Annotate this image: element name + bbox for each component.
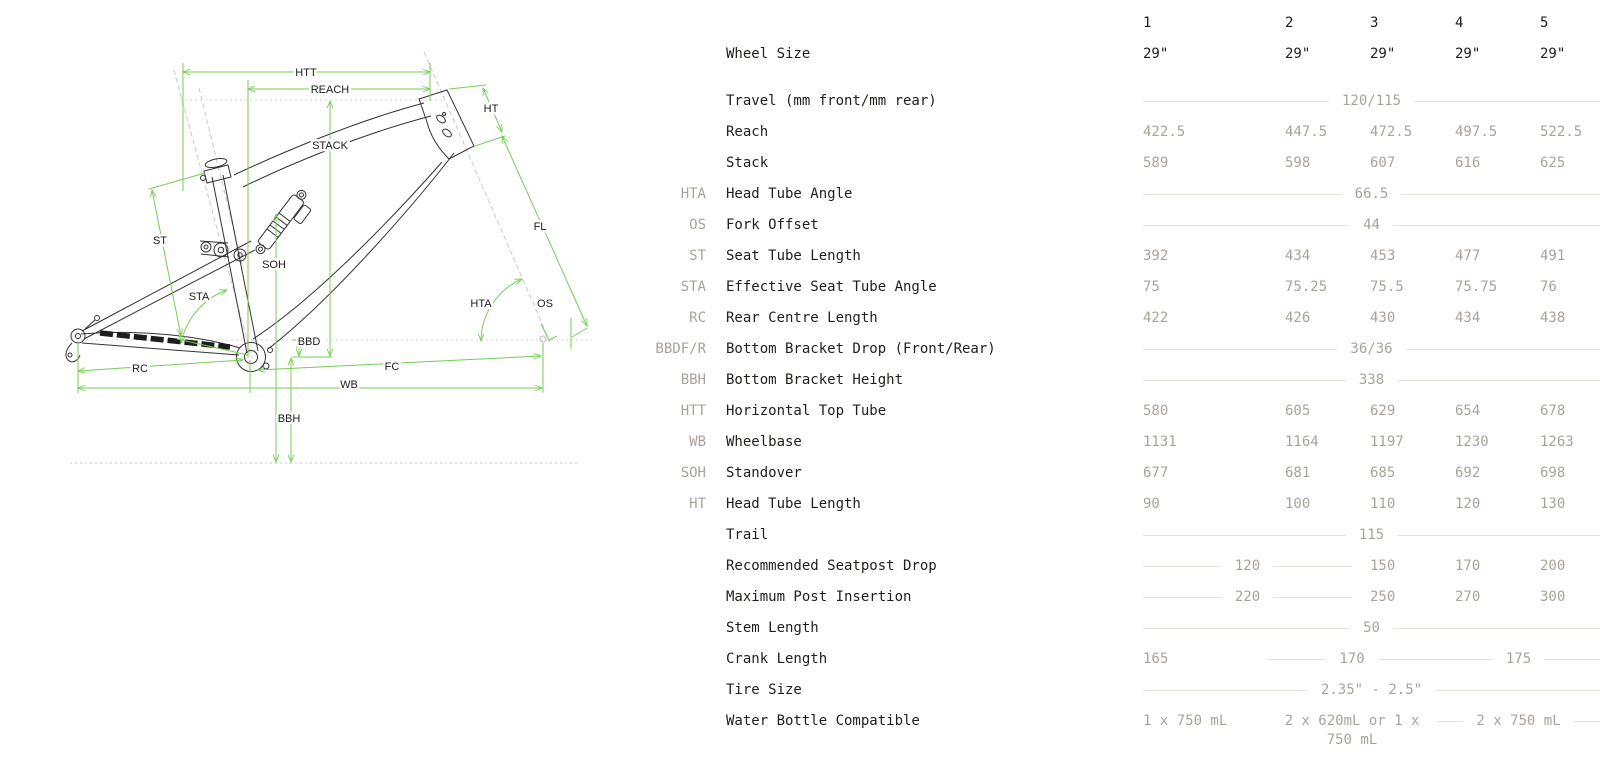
row-label: Effective Seat Tube Angle [726, 279, 937, 295]
span-rule [1574, 721, 1600, 722]
span-value: 120/115 [1342, 93, 1402, 109]
size-header: 4 [1455, 15, 1464, 31]
table-row [640, 179, 1600, 210]
span-value: 44 [1363, 217, 1380, 233]
row-values [1125, 303, 1600, 328]
value-cell: 29" [1455, 46, 1481, 62]
span-rule [1437, 721, 1463, 722]
value-cell: 497.5 [1455, 124, 1498, 140]
value-cell: 438 [1540, 310, 1566, 326]
span-rule [1406, 349, 1600, 350]
span-cell [1143, 551, 1352, 576]
span-rule [1273, 566, 1352, 567]
value-cell: 426 [1285, 310, 1311, 326]
value-cell: 678 [1540, 403, 1566, 419]
span-rule [1378, 659, 1437, 660]
row-abbr: ST [689, 248, 706, 264]
row-values [1125, 210, 1600, 235]
span-value: 66.5 [1354, 186, 1389, 202]
span-cell [1143, 210, 1600, 235]
table-row [640, 458, 1600, 489]
value-cell: 685 [1370, 465, 1396, 481]
value-cell: 1197 [1370, 434, 1404, 450]
value-cell: 654 [1455, 403, 1481, 419]
row-abbr [640, 520, 706, 526]
span-rule [1267, 659, 1326, 660]
span-value: 120 [1234, 558, 1261, 574]
table-row [640, 39, 1600, 70]
table-row [640, 551, 1600, 582]
row-abbr [640, 582, 706, 588]
span-rule [1143, 690, 1308, 691]
dim-label-sta: STA [188, 291, 210, 303]
row-abbr [640, 86, 706, 92]
row-values [1125, 582, 1600, 607]
value-cell: 75.75 [1455, 279, 1498, 295]
size-header: 3 [1370, 15, 1379, 31]
bike-geometry-diagram [0, 0, 640, 480]
span-value: 170 [1339, 651, 1365, 667]
span-cell [1143, 86, 1600, 111]
span-rule [1435, 690, 1600, 691]
span-rule [1143, 566, 1222, 567]
dim-label-soh: SOH [262, 259, 286, 271]
value-cell: 150 [1370, 558, 1396, 574]
value-cell: 1 x 750 mL [1143, 713, 1228, 729]
value-cell: 430 [1370, 310, 1396, 326]
row-values [1125, 334, 1600, 359]
table-row [640, 489, 1600, 520]
span-value: 50 [1363, 620, 1380, 636]
row-abbr: WB [689, 434, 706, 450]
row-values [1125, 551, 1600, 576]
row-abbr: HTA [680, 186, 706, 202]
value-cell: 580 [1143, 403, 1169, 419]
table-row [640, 117, 1600, 148]
dim-label-os: OS [537, 298, 553, 310]
table-row [640, 86, 1600, 117]
value-cell: 76 [1540, 279, 1557, 295]
value-cell: 629 [1370, 403, 1396, 419]
value-cell: 677 [1143, 465, 1169, 481]
size-header-row [640, 8, 1600, 39]
value-cell: 434 [1285, 248, 1311, 264]
span-rule [1437, 659, 1493, 660]
value-cell: 1164 [1285, 434, 1319, 450]
row-abbr [640, 613, 706, 619]
row-abbr: STA [680, 279, 706, 295]
row-abbr: SOH [680, 465, 706, 481]
value-cell: 589 [1143, 155, 1169, 171]
span-rule [1143, 194, 1342, 195]
value-cell: 200 [1540, 558, 1566, 574]
value-cell: 522.5 [1540, 124, 1583, 140]
span-rule [1143, 535, 1346, 536]
size-header: 5 [1540, 15, 1549, 31]
span-cell [1143, 179, 1600, 204]
geometry-table [640, 0, 1600, 771]
value-cell: 453 [1370, 248, 1396, 264]
table-row [640, 396, 1600, 427]
span-rule [1397, 380, 1600, 381]
row-values [1125, 675, 1600, 700]
span-cell [1143, 675, 1600, 700]
value-cell: 130 [1540, 496, 1566, 512]
row-abbr [640, 551, 706, 557]
row-values [1125, 458, 1600, 483]
row-label: Wheel Size [726, 46, 811, 62]
row-abbr: HT [689, 496, 706, 512]
table-row [640, 706, 1600, 750]
value-cell: 392 [1143, 248, 1169, 264]
value-cell: 692 [1455, 465, 1481, 481]
row-abbr [640, 706, 706, 712]
row-label [706, 8, 1125, 14]
dim-label-reach: REACH [310, 84, 350, 96]
value-cell: 607 [1370, 155, 1396, 171]
span-rule [1143, 101, 1329, 102]
table-row [640, 148, 1600, 179]
row-values [1125, 396, 1600, 421]
row-label: Tire Size [726, 682, 802, 698]
row-abbr: RC [689, 310, 706, 326]
span-value: 338 [1358, 372, 1385, 388]
span-rule [1143, 349, 1337, 350]
row-label: Reach [726, 124, 769, 140]
value-cell: 1263 [1540, 434, 1574, 450]
row-values [1125, 489, 1600, 514]
row-label: Head Tube Angle [726, 186, 853, 202]
dimension-lines [78, 63, 587, 462]
value-cell: 300 [1540, 589, 1566, 605]
value-cell: 29" [1370, 46, 1396, 62]
value-cell: 75 [1143, 279, 1160, 295]
value-cell: 422 [1143, 310, 1169, 326]
row-values [1125, 8, 1600, 33]
row-label: Bottom Bracket Drop (Front/Rear) [726, 341, 996, 357]
dim-label-hta: HTA [470, 298, 492, 310]
span-cell [1267, 706, 1437, 750]
row-label: Fork Offset [726, 217, 819, 233]
row-label: Seat Tube Length [726, 248, 861, 264]
row-label: Rear Centre Length [726, 310, 878, 326]
row-label: Trail [726, 527, 769, 543]
value-cell: 110 [1370, 496, 1396, 512]
value-cell: 270 [1455, 589, 1481, 605]
span-cell [1143, 520, 1600, 545]
dim-label-bbh: BBH [277, 413, 301, 425]
span-value: 2 x 620mL or 1 x 750 mL [1284, 713, 1420, 748]
row-label: Maximum Post Insertion [726, 589, 912, 605]
value-cell: 681 [1285, 465, 1311, 481]
span-value: 220 [1234, 589, 1261, 605]
span-rule [1397, 535, 1600, 536]
span-rule [1393, 225, 1600, 226]
dim-label-rc: RC [132, 363, 148, 375]
row-abbr [640, 117, 706, 123]
row-abbr: BBDF/R [655, 341, 706, 357]
row-values [1125, 86, 1600, 111]
table-row [640, 613, 1600, 644]
table-row [640, 365, 1600, 396]
table-row [640, 210, 1600, 241]
value-cell: 598 [1285, 155, 1311, 171]
rear-shock [252, 187, 318, 263]
value-cell: 29" [1540, 46, 1566, 62]
table-row [640, 334, 1600, 365]
row-abbr [640, 644, 706, 650]
value-cell: 90 [1143, 496, 1160, 512]
row-label: Stem Length [726, 620, 819, 636]
value-cell: 472.5 [1370, 124, 1413, 140]
span-rule [1393, 628, 1600, 629]
value-cell: 75.5 [1370, 279, 1404, 295]
row-abbr: OS [689, 217, 706, 233]
row-label: Head Tube Length [726, 496, 861, 512]
value-cell: 120 [1455, 496, 1481, 512]
span-rule [1273, 597, 1352, 598]
span-value: 2.35" - 2.5" [1320, 682, 1423, 698]
dim-label-wb: WB [340, 379, 358, 391]
row-values [1125, 427, 1600, 452]
table-row [640, 582, 1600, 613]
row-abbr: HTT [680, 403, 706, 419]
row-abbr [640, 39, 706, 45]
span-cell [1437, 706, 1600, 750]
dim-label-stack: STACK [312, 140, 348, 152]
value-cell: 422.5 [1143, 124, 1186, 140]
row-label: Horizontal Top Tube [726, 403, 887, 419]
table-row [640, 675, 1600, 706]
row-label: Bottom Bracket Height [726, 372, 904, 388]
value-cell: 616 [1455, 155, 1481, 171]
row-values [1125, 117, 1600, 142]
row-values [1125, 148, 1600, 173]
table-row [640, 644, 1600, 675]
row-values [1125, 272, 1600, 297]
span-cell [1143, 613, 1600, 638]
row-label: Wheelbase [726, 434, 802, 450]
value-cell: 491 [1540, 248, 1566, 264]
row-values [1125, 365, 1600, 390]
table-row [640, 241, 1600, 272]
row-values [1125, 613, 1600, 638]
row-values [1125, 706, 1600, 750]
value-cell: 698 [1540, 465, 1566, 481]
value-cell: 434 [1455, 310, 1481, 326]
value-cell: 1230 [1455, 434, 1489, 450]
value-cell: 29" [1143, 46, 1169, 62]
span-rule [1143, 225, 1350, 226]
row-label: Recommended Seatpost Drop [726, 558, 937, 574]
value-cell: 170 [1455, 558, 1481, 574]
dim-label-st: ST [152, 235, 168, 247]
span-rule [1414, 101, 1600, 102]
table-row [640, 520, 1600, 551]
dim-label-fc: FC [384, 361, 400, 373]
span-cell [1143, 582, 1352, 607]
row-values [1125, 520, 1600, 545]
span-rule [1143, 628, 1350, 629]
size-header: 1 [1143, 15, 1152, 31]
row-label: Travel (mm front/mm rear) [726, 93, 937, 109]
span-value: 36/36 [1350, 341, 1393, 357]
span-value: 175 [1505, 651, 1532, 667]
diagram-panel [0, 0, 640, 771]
dim-label-ht: HT [483, 103, 499, 115]
row-abbr [640, 8, 706, 14]
span-cell [1143, 365, 1600, 390]
value-cell: 625 [1540, 155, 1566, 171]
span-cell [1143, 334, 1600, 359]
table-row [640, 272, 1600, 303]
row-values [1125, 39, 1600, 64]
value-cell: 477 [1455, 248, 1481, 264]
span-rule [1143, 597, 1222, 598]
span-rule [1544, 659, 1600, 660]
span-rule [1143, 380, 1346, 381]
value-cell: 165 [1143, 651, 1169, 667]
span-value: 115 [1358, 527, 1385, 543]
row-label: Water Bottle Compatible [726, 713, 920, 729]
dim-label-bbd: BBD [297, 336, 321, 348]
row-label: Crank Length [726, 651, 828, 667]
row-abbr: BBH [680, 372, 706, 388]
value-cell: 605 [1285, 403, 1311, 419]
row-label: Stack [726, 155, 769, 171]
table-row [640, 427, 1600, 458]
table-row [640, 303, 1600, 334]
row-abbr [640, 148, 706, 154]
row-values [1125, 179, 1600, 204]
dim-label-htt: HTT [295, 67, 317, 79]
value-cell: 75.25 [1285, 279, 1328, 295]
row-values [1125, 644, 1600, 669]
span-value: 2 x 750 mL [1476, 713, 1561, 729]
value-cell: 447.5 [1285, 124, 1328, 140]
span-cell [1267, 644, 1437, 669]
frame-drawing [66, 90, 546, 372]
row-abbr [640, 675, 706, 681]
size-header: 2 [1285, 15, 1294, 31]
row-values [1125, 241, 1600, 266]
construction-lines [66, 52, 592, 463]
value-cell: 100 [1285, 496, 1311, 512]
value-cell: 250 [1370, 589, 1396, 605]
row-label: Standover [726, 465, 802, 481]
span-cell [1437, 644, 1600, 669]
value-cell: 29" [1285, 46, 1311, 62]
span-rule [1401, 194, 1600, 195]
dim-label-fl: FL [533, 221, 547, 233]
value-cell: 1131 [1143, 434, 1177, 450]
